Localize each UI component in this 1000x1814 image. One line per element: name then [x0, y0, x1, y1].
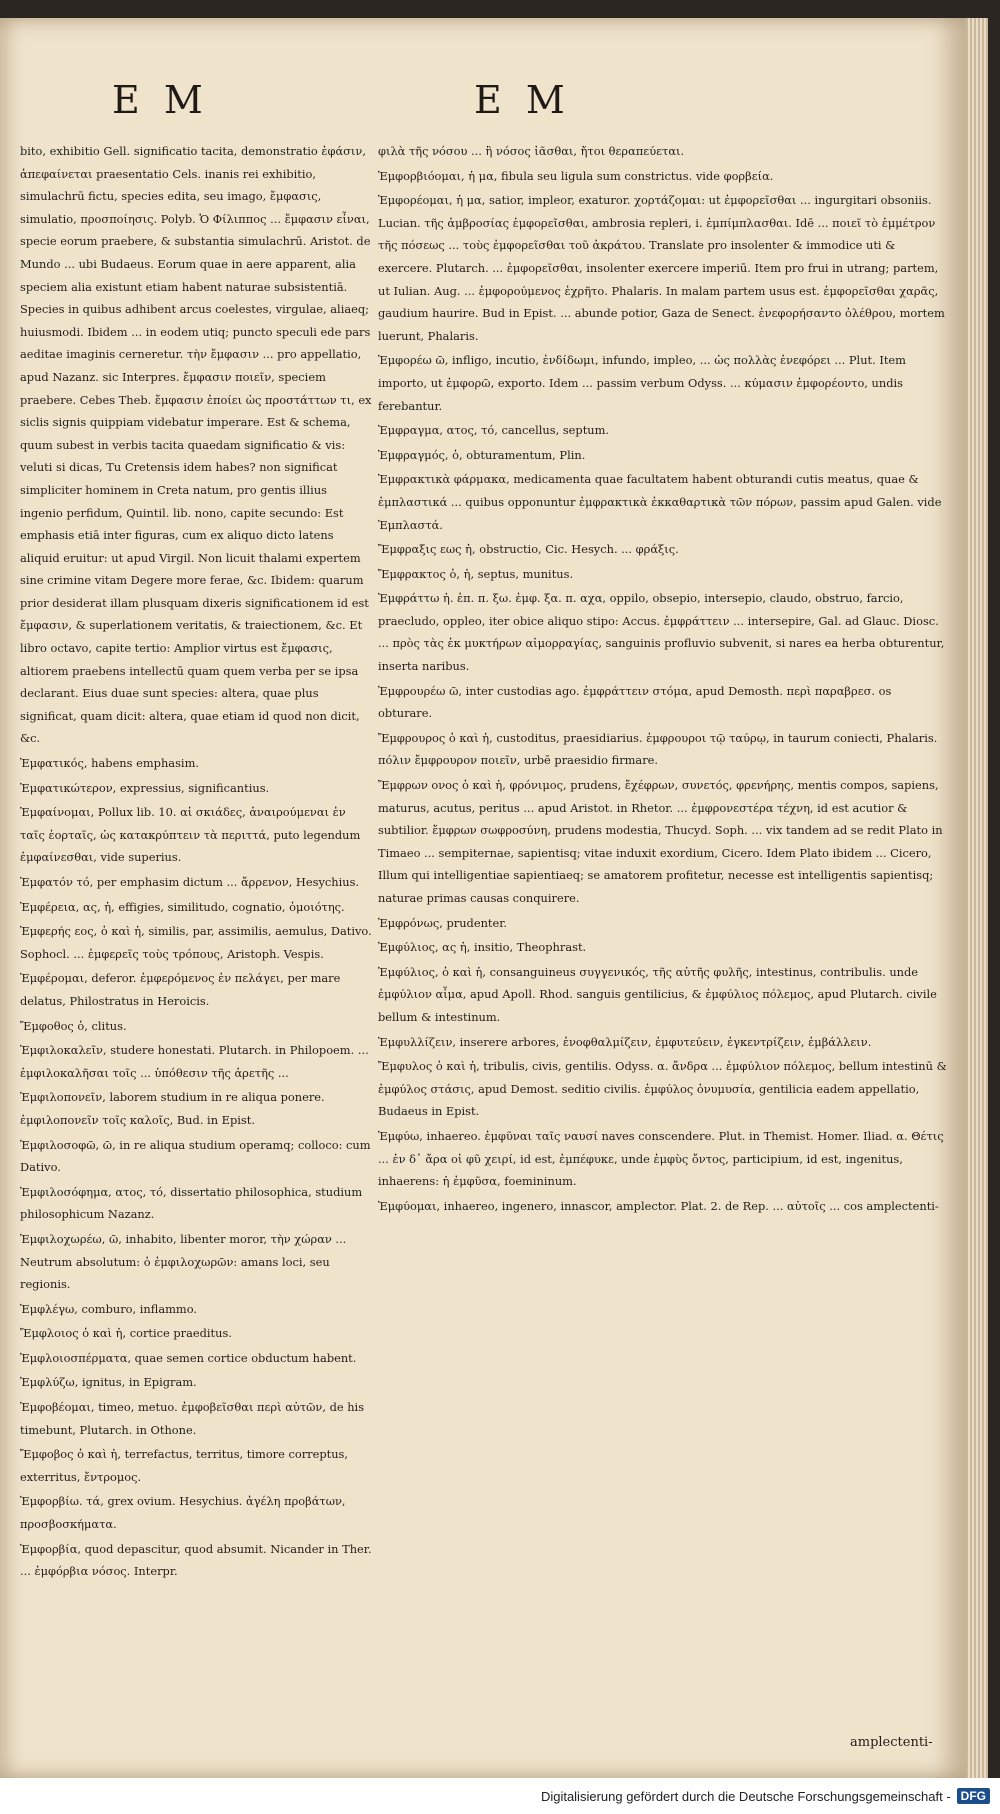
dictionary-entry: Ἔμφρουρος ὁ καὶ ἡ, custoditus, praesidiarius. ἐμφρουροι τῷ ταύρῳ, in taurum coniecti, Phalaris. πόλιν ἔμφρουρον ποιεῖν, urbē praesidio firmare. [378, 730, 938, 768]
dictionary-entry: Ἐμφορέω ῶ, infligo, incutio, ἐνδίδωμι, infundo, impleo, ... ὡς πολλὰς ἐνεφόρει ... Plut. Item importo, ut ἐμφορῶ, exporto. Idem ... passim verbum Odyss. ... κύμασιν ἐμφορέοντο, undis ferebantur. [378, 353, 906, 413]
dictionary-entry: Ἐμφρουρέω ῶ, inter custodias ago. ἐμφράττειν στόμα, apud Demosth. περὶ παραβρεσ. os obturare. [378, 683, 892, 721]
dictionary-entry: Ἐμφορβίω. τά, grex ovium. Hesychius. ἀγέλη προβάτων, προσβοσκήματα. [20, 1494, 346, 1532]
dictionary-entry: Ἐμφιλοκαλεῖν, studere honestati. Plutarch. in Philopoem. ... ἐμφιλοκαλῆσαι τοῖς ... ὑπόθεσιν τῆς ἀρετῆς ... [20, 1043, 369, 1080]
dictionary-entry: Ἐμφύλιος, ὁ καὶ ἡ, consanguineus συγγενικός, τῆς αὐτῆς φυλῆς, intestinus, contribulis. unde ἐμφύλιον αἷμα, apud Apoll. Rhod. sanguis gentilicius, & ἐμφύλιος πόλεμος, apud Plutarch. civile bellum & intestinum. [378, 964, 937, 1024]
dictionary-entry: Ἐμφραγμα, ατος, τό, cancellus, septum. [378, 423, 610, 438]
footer-text: Digitalisierung gefördert durch die Deutsche Forschungsgemeinschaft - [540, 1788, 951, 1804]
dictionary-entry: Ἐμφοβέομαι, timeo, metuo. ἐμφοβεῖσθαι περὶ αὐτῶν, de his timebunt, Plutarch. in Othone. [20, 1400, 365, 1437]
dictionary-entry: Ἐμφυλλίζειν, inserere arbores, ἐνοφθαλμίζειν, ἐμφυτεύειν, ἐγκεντρίζειν, ἐμβάλλειν. [378, 1034, 872, 1049]
dictionary-entry: Ἐμφράττω ἡ. ἐπ. π. ξω. ἐμφ. ξα. π. αχα, oppilo, obsepio, intersepio, claudo, obstruo, farcio, praecludo, oppleo, iter obice aliquo stipo: Accus. ἐμφράττειν ... intersepire, Gal. ad Glauc. Diosc. ... πρὸς τὰς ἐκ μυκτήρων αἱμορραγίας, sanguinis profluvio subvenit, si nares ea herba obturentur, inserta naribus. [378, 591, 945, 674]
dictionary-entry: bito, exhibitio Gell. significatio tacita, demonstratio ἐφάσιν, ἀπεφαίνεται praesentatio Cels. inanis rei exhibitio, simulachrū fictu, species edita, seu imago, ἔμφασις, simulatio, προσποίησις. Polyb. Ὁ Φίλιππος ... ἔμφασιν εἶναι, specie eorum praebere, & substantia simulachrū. Aristot. de Mundo ... ubi Budaeus. Eorum quae in aere apparent, alia speciem alia existunt etiam habent naturae subsistentiā. Species in quibus adhibent arcus coelestes, virgulae, aliaeq; huiusmodi. Ibidem ... in eodem utiq; puncto speculi ede pars aeditae imaginis cerneretur. τὴν ἔμφασιν ... pro appellatio, apud Nazanz. sic Interpres. ἔμφασιν ποιεῖν, speciem praebere. Cebes Theb. ἔμφασιν ἐποίει ὡς προστάττων τι, ex siclis signis quippiam videbatur imperare. Est & schema, quum subest in verbis tacita quaedam significatio & vis: veluti si dicas, Tu Cretensis idem habes? non significat simpliciter hominem in Creta natum, pro gentis illius ingenio perfidum, Quintil. lib. nono, capite secundo: Est emphasis etiā inter figuras, cum ex aliquo dicto latens aliquid eruitur: ut apud Virgil. Non licuit thalami expertem sine crimine vitam Degere more ferae, &c. Ibidem: quarum prior desiderat illam plusquam dixeris significationem id est ἔμφασιν, & superlationem veritatis, & traiectionem, &c. Et libro octavo, capite tertio: Amplior virtus est ἔμφασις, altiorem praebens intellectū quam quem verba per se ipsa declarant. Eius duae sunt species: altera, quae plus significat, quam dicit: altera, quae etiam id quod non dicit, &c. [20, 144, 372, 746]
digitization-footer [0, 1778, 1000, 1814]
dictionary-entry: Ἔμφοβος ὁ καὶ ἡ, terrefactus, territus, timore correptus, exterritus, ἔντρομος. [20, 1447, 349, 1484]
dictionary-entry: Ἐμφερής εος, ὁ καὶ ἡ, similis, par, assimilis, aemulus, Dativo. Sophocl. ... ἐμφερεῖς τοὺς τρόπους, Aristoph. Vespis. [20, 924, 372, 961]
dictionary-entry: Ἐμφατικώτερον, expressius, significantius. [20, 780, 270, 795]
dictionary-entry: Ἐμφλέγω, comburo, inflammo. [20, 1301, 198, 1316]
running-header-right: E M [474, 78, 571, 122]
dictionary-entry: Ἐμφύομαι, inhaereo, ingenero, innascor, amplector. Plat. 2. de Rep. ... αὐτοῖς ... cos amplectenti- [378, 1198, 939, 1213]
dictionary-entry: Ἐμφορβιόομαι, ἡ μα, fibula seu ligula sum constrictus. vide φορβεία. [378, 168, 774, 183]
dictionary-entry: Ἔμφυλος ὁ καὶ ἡ, tribulis, civis, gentilis. Odyss. α. ἄνδρα ... ἐμφύλιον πόλεμος, bellum intestinū & ἐμφύλος στάσις, apud Demost. seditio civilis. ἐμφύλος ὀνυμυσία, gentilicia eadem appellatio, Budaeus in Epist. [378, 1059, 947, 1119]
dictionary-entry: Ἐμφατικός, habens emphasim. [20, 756, 199, 771]
dictionary-entry: Ἐμφορβία, quod depascitur, quod absumit. Nicander in Ther. ... ἐμφόρβια νόσος. Interpr. [20, 1541, 372, 1579]
right-column [378, 140, 948, 1715]
dictionary-entry: Ἐμφορέομαι, ἡ μα, satior, impleor, exaturor. χορτάζομαι: ut ἐμφορεῖσθαι ... ingurgitari obsoniis. Lucian. τῆς ἀμβροσίας ἐμφορεῖσθαι, ambrosia repleri, i. ἐμπίμπλασθαι. Idē ... ποιεῖ τὸ ἐμμέτρον τῆς πόσεως ... τοὺς ἐμφορεῖσθαι τοῦ ἀκράτου. Translate pro insolenter & immodice uti & exercere. Plutarch. ... ἐμφορεῖσθαι, insolenter exercere imperiū. Item pro frui in utrang; partem, ut Iulian. Aug. ... ἐμφορούμενος ἐχρῆτο. Phalaris. In malam partem usus est. ἐμφορεῖσθαι χαρᾶς, gaudium haurire. Bud in Epist. ... abunde potior, Gaza de Senect. ἐνεφορήσαντο ὀλέθρου, mortem luerunt, Phalaris. [378, 193, 945, 343]
page-fore-edge [966, 18, 988, 1778]
dictionary-entry: Ἐμφιλοσοφῶ, ῶ, in re aliqua studium operamq; colloco: cum Dativo. [20, 1137, 371, 1175]
dictionary-entry: Ἐμφύλιος, ας ἡ, insitio, Theophrast. [378, 940, 587, 955]
dictionary-entry: Ἔμφοθος ὁ, clitus. [20, 1018, 127, 1033]
dictionary-entry: Ἐμφατόν τό, per emphasim dictum ... ἄρρενον, Hesychius. [20, 875, 360, 889]
dictionary-entry: Ἔμφρακτος ὁ, ἡ, septus, munitus. [378, 566, 574, 581]
running-header-left: E M [112, 78, 209, 122]
dictionary-entry: Ἐμφαίνομαι, Pollux lib. 10. αἱ σκιάδες, ἀναιρούμεναι ἐν ταῖς ἑορταῖς, ὡς κατακρύπτειν τὰ περιττά, puto legendum ἐμφαίνεσθαι, vide superius. [20, 805, 361, 865]
dictionary-entry: Ἐμφύω, inhaereo. ἐμφῦναι ταῖς ναυσί naves conscendere. Plut. in Themist. Homer. Iliad. α. Θέτις ... ἐν δ᾽ ἄρα οἱ φῦ χειρί, id est, ἐμπέφυκε, unde ἐμφὺς ὄντος, participium, id est, ingenitus, inhaerens: ἡ ἐμφῦσα, foemininum. [378, 1128, 944, 1189]
dictionary-entry: Ἐμφλοιοσπέρματα, quae semen cortice obductum habent. [20, 1350, 357, 1365]
dictionary-entry: Ἔμφρων ονος ὁ καὶ ἡ, φρόνιμος, prudens, ἔχέφρων, συνετός, φρενήρης, mentis compos, sapiens, maturus, acutus, peritus ... apud Aristot. in Rhetor. ... ἐμφρονεστέρα τέχνη, id est acutior & subtilior. ἔμφρων σωφροσύνη, prudens modestia, Thucyd. Soph. ... vix tandem ad se redit Plato in Timaeo ... sempiternae, sapientisq; vitae induxit exordium, Cicero. Idem Plato ibidem ... Cicero, Illum qui intelligentiae sapientiaeq; se amatorem profitetur, necesse est intelligentis sapientisq; naturae primas causas conquirere. [378, 778, 943, 905]
dictionary-entry: Ἐμφλύζω, ignitus, in Epigram. [20, 1375, 197, 1390]
dfg-logo: DFG [957, 1788, 990, 1804]
dictionary-entry: Ἐμφιλοπονεῖν, laborem studium in re aliqua ponere. ἐμφιλοπονεῖν τοῖς καλοῖς, Bud. in Epist. [20, 1090, 325, 1127]
dictionary-entry: Ἔμφραξις εως ἡ, obstructio, Cic. Hesych. ... φράξις. [378, 542, 679, 557]
dictionary-entry: Ἐμφιλοσόφημα, ατος, τό, dissertatio philosophica, studium philosophicum Nazanz. [20, 1184, 363, 1222]
dictionary-entry: Ἐμφέρομαι, deferor. ἐμφερόμενος ἐν πελάγει, per mare delatus, Philostratus in Heroicis. [20, 971, 341, 1008]
catchword: amplectenti- [850, 1735, 933, 1750]
dictionary-entry: Ἔμφλοιος ὁ καὶ ἡ, cortice praeditus. [20, 1326, 232, 1341]
dictionary-entry: φιλὰ τῆς νόσου ... ἢ νόσος ἰᾶσθαι, ἤτοι θεραπεύεται. [378, 144, 685, 158]
dictionary-entry: Ἐμφρόνως, prudenter. [378, 915, 508, 930]
dictionary-entry: Ἐμφρακτικὰ φάρμακα, medicamenta quae facultatem habent obturandi cutis meatus, quae & ἐμπλαστικά ... quibus opponuntur ἐμφρακτικὰ ἐκκαθαρτικὰ τῶν πόρων, passim apud Galen. vide Ἐμπλαστά. [378, 472, 942, 532]
dictionary-entry: Ἐμφέρεια, ας, ἡ, effigies, similitudo, cognatio, ὁμοιότης. [20, 899, 345, 914]
left-column [20, 140, 372, 1715]
dictionary-entry: Ἐμφιλοχωρέω, ῶ, inhabito, libenter moror, τὴν χώραν ... Neutrum absolutum: ὁ ἐμφιλοχωρῶν: amans loci, seu regionis. [20, 1231, 347, 1292]
dictionary-entry: Ἐμφραγμός, ὁ, obturamentum, Plin. [378, 447, 586, 462]
